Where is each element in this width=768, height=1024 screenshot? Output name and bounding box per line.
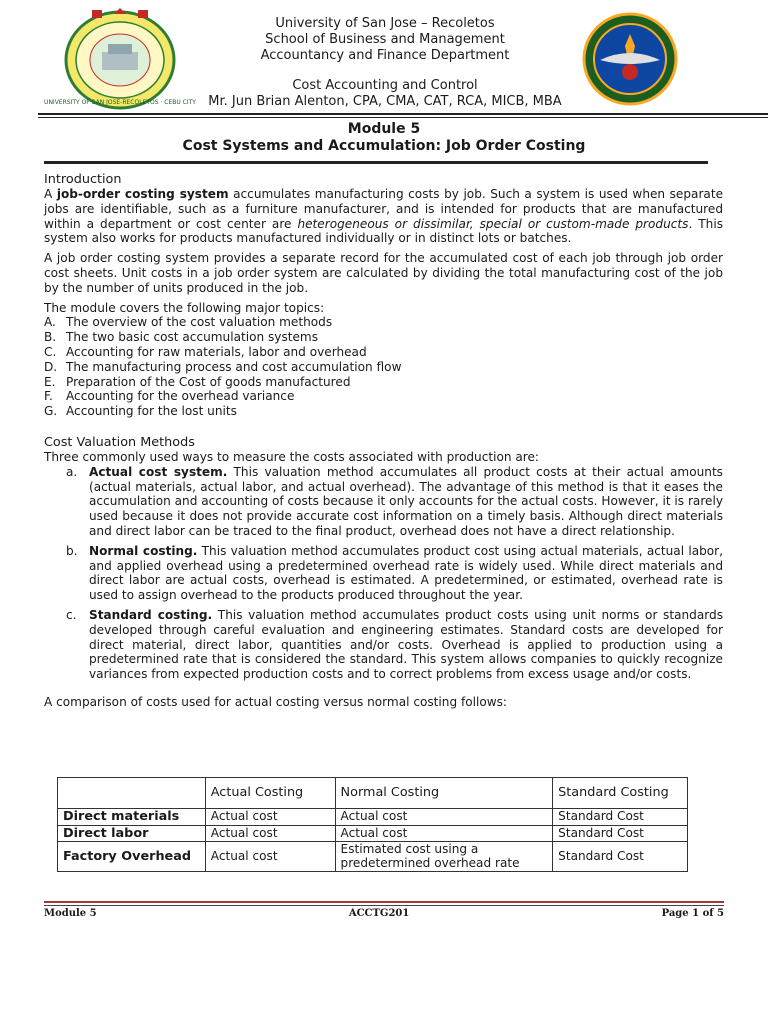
intro-paragraph-2: A job order costing system provides a separate record for the accumulated cost of each job through job order cost sheets. Unit costs in a job order system are calculated by dividing the total manufacturing cost of the job by the number of units produced in the job.: [44, 251, 723, 295]
footer-rule: [44, 901, 724, 903]
intro-paragraph-1: A job-order costing system accumulates manufacturing costs by job. Such a system is used when separate jobs are identifiable, such as a furniture manufacturer, and is intended for products that are manufactured within a department or cost center are heterogeneous or dissimilar, special or custom-made products. This system also works for products manufactured individually or in distinct lots or batches.: [44, 187, 724, 246]
product-types-italic: heterogeneous or dissimilar, special or custom-made products: [297, 216, 689, 231]
table-row: [58, 809, 688, 826]
document-body: [44, 172, 723, 710]
footer-module: Module 5: [44, 908, 97, 919]
university-seal-logo: [44, 6, 196, 110]
footer-rule-thin: [44, 905, 724, 906]
course-name: Cost Accounting and Control: [292, 78, 478, 93]
list-item: E. Preparation of the Cost of goods manufactured: [44, 374, 351, 389]
table-header-cell: [58, 778, 206, 809]
table-cell: Actual cost: [205, 809, 335, 826]
table-cell: Estimated cost using a predetermined overhead rate: [335, 842, 553, 872]
method-title: Standard costing.: [89, 607, 213, 622]
table-cell: Direct labor: [58, 825, 206, 842]
intro-heading: Introduction: [44, 172, 122, 187]
table-header-cell: Standard Costing: [553, 778, 688, 809]
valuation-intro: Three commonly used ways to measure the costs associated with production are:: [44, 449, 540, 464]
table-row: [58, 842, 688, 872]
department-name: Accountancy and Finance Department: [260, 48, 510, 63]
table-cell: Direct materials: [58, 809, 206, 826]
seal-text: UNIVERSITY OF SAN JOSE-RECOLETOS · CEBU CITY: [44, 99, 196, 106]
valuation-heading: Cost Valuation Methods: [44, 434, 195, 450]
topics-list: [44, 315, 723, 419]
table-header-row: [58, 778, 688, 809]
list-item: a. Actual cost system. This valuation method accumulates all product costs at their actual amounts (actual materials, actual labor, and actual overhead). The advantage of this method is that it eases the accumulation and accounting of costs because it only accounts for the actual costs. However, it is rarely used because it does not provide accurate cost information on a timely basis. Although direct materials and direct labor can be traced to the final product, overhead does not have a direct relationship.: [66, 464, 723, 538]
method-title: Actual cost system.: [89, 464, 228, 479]
table-cell: Standard Cost: [553, 842, 688, 872]
comparison-table: [57, 777, 688, 872]
table-row: [58, 825, 688, 842]
comparison-intro: A comparison of costs used for actual costing versus normal costing follows:: [44, 694, 508, 709]
table-cell: Factory Overhead: [58, 842, 206, 872]
title-rule: [44, 161, 708, 164]
header-rule-top: [38, 113, 768, 115]
footer-course-code: ACCTG201: [348, 908, 410, 919]
list-item: D. The manufacturing process and cost accumulation flow: [44, 359, 402, 374]
list-item: C. Accounting for raw materials, labor and overhead: [44, 344, 367, 359]
module-number: Module 5: [347, 121, 421, 137]
table-header-cell: Actual Costing: [205, 778, 335, 809]
topics-intro: The module covers the following major topics:: [44, 300, 325, 315]
module-subtitle: Cost Systems and Accumulation: Job Order Costing: [182, 138, 586, 154]
list-item: b. Normal costing. This valuation method accumulates product cost using actual materials, actual labor, and applied overhead using a predetermined overhead rate is widely used. While direct materials and direct labor are actual costs, overhead is estimated. A predetermined, or estimated, overhead rate is used to assign overhead to the products produced throughout the year.: [66, 543, 724, 603]
footer-page-number: Page 1 of 5: [661, 908, 724, 919]
list-item: B. The two basic cost accumulation systems: [44, 330, 319, 345]
list-item: c. Standard costing. This valuation method accumulates product costs using unit norms or standards developed through careful evaluation and engineering estimates. Standard costs are developed for direct material, direct labor, quantities and/or costs. Overhead is applied to production using a predetermined rate that is considered the standard. This system allows companies to quickly recognize variances from expected production costs and to correct problems from excess usage and/or costs.: [66, 607, 723, 682]
table-header-cell: Normal Costing: [335, 778, 553, 809]
list-item: A. The overview of the cost valuation methods: [44, 315, 333, 330]
table-cell: Actual cost: [205, 842, 335, 872]
table-cell: Actual cost: [205, 825, 335, 842]
table-cell: Actual cost: [335, 809, 553, 826]
header-rule-bottom: [38, 117, 768, 118]
university-name: University of San Jose – Recoletos: [275, 16, 495, 31]
table-cell: Actual cost: [335, 825, 553, 842]
table-cell: Standard Cost: [553, 825, 688, 842]
header-block: [170, 16, 600, 110]
table-cell: Standard Cost: [553, 809, 688, 826]
methods-list: [44, 465, 723, 682]
list-item: G. Accounting for the lost units: [44, 404, 237, 419]
page-footer: [44, 908, 724, 919]
module-title: [0, 121, 768, 155]
method-title: Normal costing.: [89, 543, 198, 558]
instructor-name: Mr. Jun Brian Alenton, CPA, CMA, CAT, RCA, MICB, MBA: [208, 94, 562, 109]
list-item: F. Accounting for the overhead variance: [44, 389, 295, 404]
school-name: School of Business and Management: [265, 32, 505, 47]
job-order-term: job-order costing system: [56, 187, 229, 201]
